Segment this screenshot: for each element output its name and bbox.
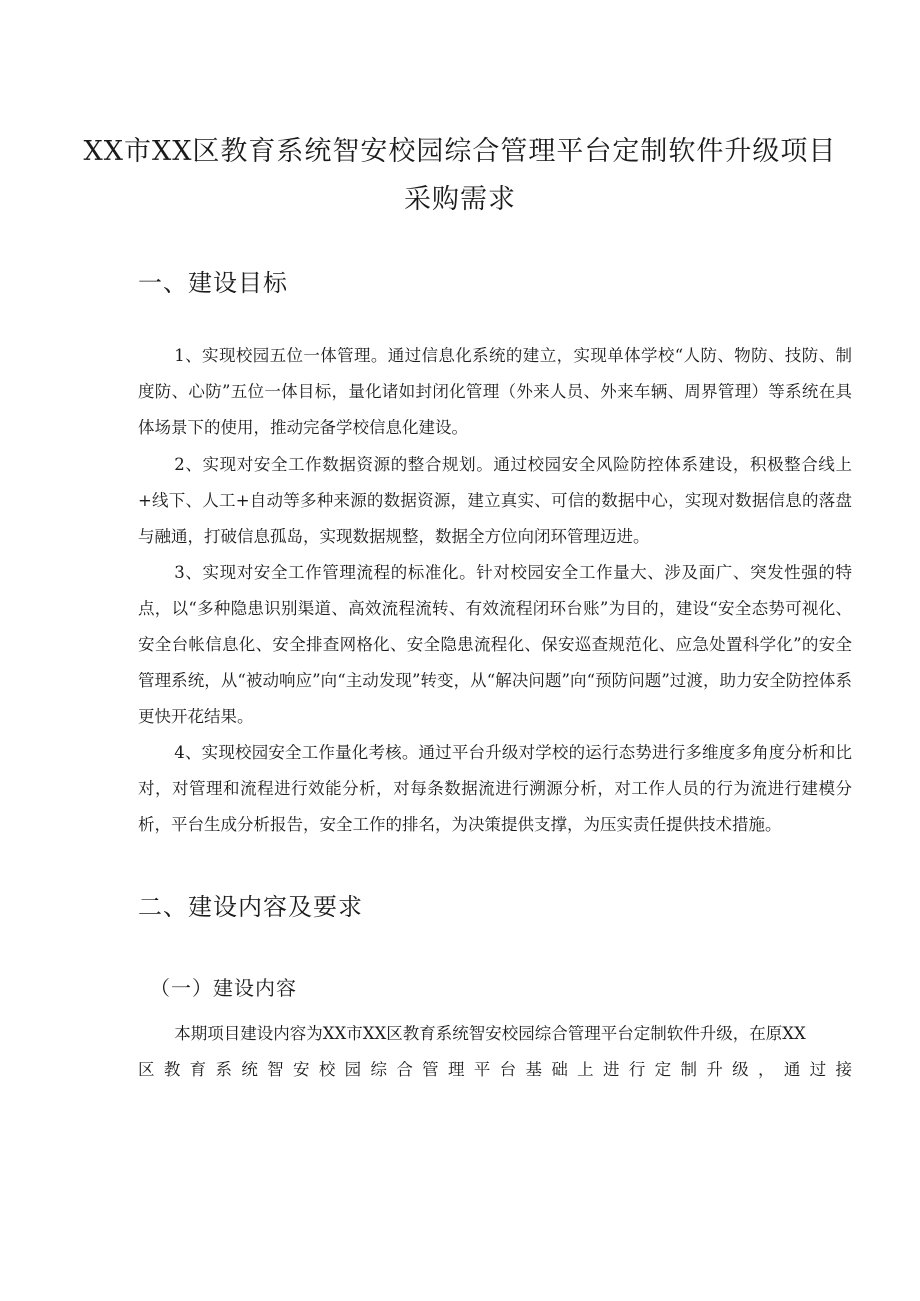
document-title-line1: XX市XX区教育系统智安校园综合管理平台定制软件升级项目 [83,136,837,167]
section1-paragraph-1: 1、实现校园五位一体管理。通过信息化系统的建立，实现单体学校“人防、物防、技防、制度防、心防”五位一体目标，量化诸如封闭化管理（外来人员、外来车辆、周界管理）等系统在具体场景下的使用，推动完备学校信息化建设。 [138,346,852,437]
section2-paragraph [138,1016,852,1088]
section2-heading: 二、建设内容及要求 [138,893,363,921]
section2-paragraph-line2: 区教育系统智安校园综合管理平台基础上进行定制升级，通过接 [138,1060,852,1079]
section1-paragraph-3: 3、实现对安全工作管理流程的标准化。针对校园安全工作量大、涉及面广、突发性强的特点，以“多种隐患识别渠道、高效流程流转、有效流程闭环台账”为目的，建设“安全态势可视化、安全台帐信息化、安全排查网格化、安全隐患流程化、保安巡查规范化、应急处置科学化”的安全管理系统，从“被动响应”向“主动发现”转变，从“解决问题”向“预防问题”过渡，助力安全防控体系更快开花结果。 [138,563,852,726]
section2-paragraph-line1: 本期项目建设内容为XX市XX区教育系统智安校园综合管理平台定制软件升级，在原XX [174,1024,806,1043]
section1-paragraph-4: 4、实现校园安全工作量化考核。通过平台升级对学校的运行态势进行多维度多角度分析和比对，对管理和流程进行效能分析，对每条数据流进行溯源分析，对工作人员的行为流进行建模分析，平台生成分析报告，安全工作的排名，为决策提供支撑，为压实责任提供技术措施。 [138,743,852,834]
section1-heading: 一、建设目标 [138,269,288,297]
document-title-line2: 采购需求 [404,184,516,215]
section1-paragraph-2: 2、实现对安全工作数据资源的整合规划。通过校园安全风险防控体系建设，积极整合线上+线下、人工+自动等多种来源的数据资源，建立真实、可信的数据中心，实现对数据信息的落盘与融通，打破信息孤岛，实现数据规整，数据全方位向闭环管理迈进。 [138,455,852,546]
section2-subheading: （一）建设内容 [150,976,297,1000]
